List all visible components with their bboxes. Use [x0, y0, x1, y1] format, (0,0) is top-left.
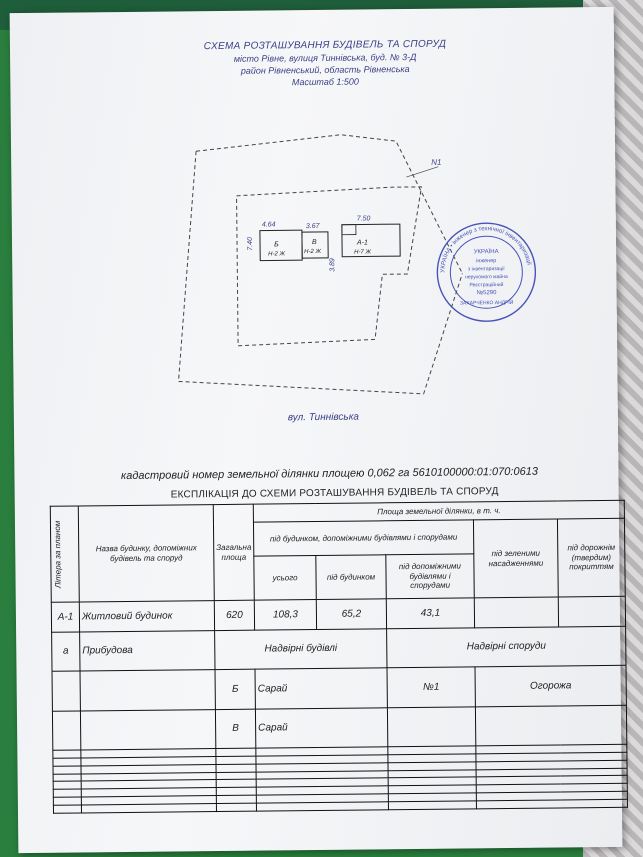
- north-label: N1: [431, 157, 442, 167]
- document-title: СХЕМА РОЗТАШУВАННЯ БУДІВЕЛЬ ТА СПОРУД: [203, 38, 447, 53]
- parcel-boundary: [196, 133, 462, 276]
- building-v-sub: Н-2 Ж: [304, 248, 322, 256]
- h-letter-cell: [50, 506, 79, 602]
- r3-name: Сарай: [255, 668, 387, 709]
- house-height: 3.89: [329, 258, 337, 272]
- h-total: Загальна площа: [213, 504, 254, 600]
- table-row: [52, 666, 626, 711]
- r3-num: №1: [387, 667, 475, 707]
- address-line: місто Рівне, вулиця Тиннівська, буд. № 3-Д: [233, 51, 417, 64]
- house-sub: Н-7 Ж: [354, 249, 372, 256]
- street-label: вул. Тиннівська: [287, 411, 360, 424]
- official-stamp-icon: [434, 220, 539, 325]
- stamp-line6: №5290: [476, 290, 497, 297]
- stamp-line5: Реєстраційний: [469, 282, 504, 289]
- r1-name: Житловий будинок: [79, 601, 214, 632]
- building-b-label: Б: [274, 241, 279, 249]
- r1-all: 108,3: [254, 600, 316, 631]
- r1-total: 620: [214, 600, 254, 630]
- parcel-boundary-left: [176, 148, 464, 396]
- house-label: А-1: [357, 239, 368, 247]
- building-v-width: 3.67: [305, 222, 320, 231]
- document-page: [10, 7, 623, 853]
- house-a1: [342, 224, 400, 257]
- district-line: район Рівненський, область Рівненська: [240, 63, 410, 76]
- h-land: Площа земельної ділянки, в т. ч.: [253, 500, 624, 522]
- h-letter: Літера за планом: [52, 520, 63, 589]
- stamp-line3: з інвентаризації: [467, 266, 505, 273]
- r2-sp: Надвірні споруди: [387, 626, 626, 668]
- building-b-width: 4.64: [261, 221, 276, 229]
- h-all: усього: [254, 556, 316, 601]
- table-row: [52, 626, 626, 671]
- r3-sp: Огорожа: [475, 666, 626, 707]
- r2-nadv: Надвірні будівлі: [215, 629, 387, 670]
- building-v-label: В: [312, 238, 317, 247]
- h-road: під дорожнім (твердим) покриттям: [557, 518, 625, 597]
- h-under: під будинком, допоміжними будівлями і спорудами: [253, 520, 473, 556]
- h-name: Назва будинку, допоміжних будівель та споруд: [78, 505, 214, 602]
- scale-line: Масштаб 1:500: [291, 76, 359, 88]
- r1-letter: А-1: [51, 602, 79, 632]
- r2-name: Прибудова: [80, 631, 215, 672]
- r1-aux: 43,1: [386, 598, 474, 629]
- house-width: 7.50: [356, 215, 371, 223]
- table-title: ЕКСПЛІКАЦІЯ ДО СХЕМИ РОЗТАШУВАННЯ БУДІВЕЛЬ ТА СПОРУД: [170, 486, 499, 501]
- building-b-sub: Н-2 Ж: [268, 251, 286, 258]
- stamp-line4: нерухомого майна: [465, 273, 508, 281]
- h-house: під будинком: [316, 555, 386, 600]
- table-row: [52, 705, 626, 750]
- h-aux: під допоміжними будівлями і спорудами: [386, 554, 474, 599]
- stamp-ring-text: УКРАЇНА • інженер з технічної інвентаризації: [440, 226, 532, 273]
- r4-name: Сарай: [255, 707, 387, 748]
- r4-letter: В: [215, 709, 255, 749]
- r1-road: [558, 596, 625, 627]
- r1-green: [474, 597, 558, 628]
- cadastral-number: кадастровий номер земельної ділянки площею 0,062 га 5610100000:01:070:0613: [120, 465, 538, 483]
- r1-house: 65,2: [316, 599, 386, 630]
- stamp-line7: ЗАХАРЧЕНКО АНДРІЙ: [459, 299, 514, 307]
- h-green: під зеленими насадженнями: [473, 519, 558, 598]
- r2-letter: а: [52, 632, 80, 672]
- annex-a: [342, 225, 356, 235]
- r3-letter: Б: [215, 669, 255, 709]
- explication-table: [50, 500, 628, 814]
- stamp-line1: УКРАЇНА: [473, 249, 499, 256]
- stamp-line2: інженер: [476, 258, 497, 265]
- north-leader: [406, 167, 438, 177]
- building-b-height: 7.40: [246, 237, 255, 251]
